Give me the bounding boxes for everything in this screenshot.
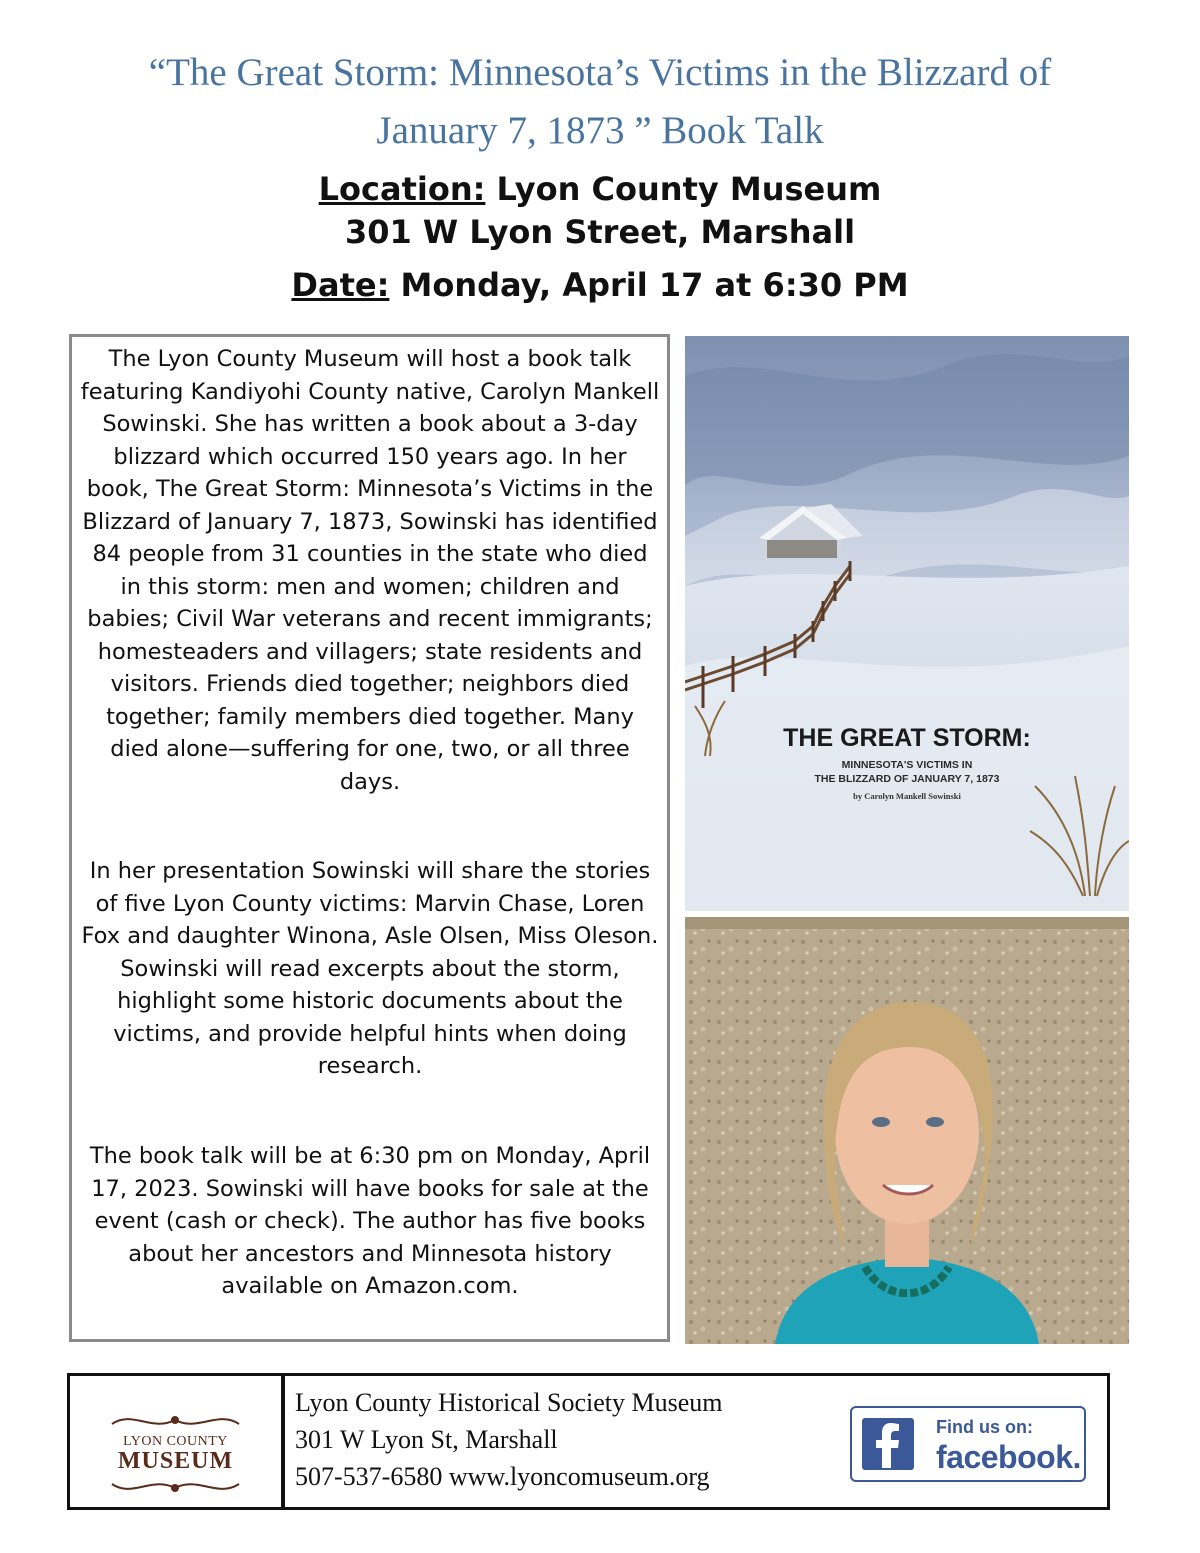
book-cover-subtitle-1: MINNESOTA'S VICTIMS IN xyxy=(841,759,973,771)
facebook-wordmark: facebook. xyxy=(936,1439,1081,1475)
winter-painting xyxy=(685,336,1129,911)
museum-logo xyxy=(70,1376,285,1507)
logo-top-text: LYON COUNTY xyxy=(123,1434,228,1449)
location-label: Location: xyxy=(318,170,486,208)
footer-box xyxy=(67,1373,1110,1510)
date-label: Date: xyxy=(291,266,390,304)
date-line xyxy=(0,266,1200,304)
book-cover-image xyxy=(685,336,1129,911)
footer-org-name: Lyon County Historical Society Museum xyxy=(295,1388,723,1417)
description-paragraph-3: The book talk will be at 6:30 pm on Monday, April 17, 2023. Sowinski will have books for sale at the event (cash or check). The author has five books about her ancestors and Minnesota history available on Amazon.com. xyxy=(89,1143,651,1299)
logo-main-text: MUSEUM xyxy=(117,1448,234,1474)
date-value: Monday, April 17 at 6:30 PM xyxy=(389,266,909,304)
description-box xyxy=(69,334,670,1342)
book-cover-title: THE GREAT STORM: xyxy=(783,724,1031,752)
event-title-line2: January 7, 1873 ” Book Talk xyxy=(376,109,824,152)
location-line xyxy=(0,170,1200,208)
location-value: Lyon County Museum xyxy=(485,170,882,208)
author-portrait xyxy=(685,917,1129,1344)
book-cover-byline: by Carolyn Mankell Sowinski xyxy=(853,791,961,801)
location-address: 301 W Lyon Street, Marshall xyxy=(344,213,856,251)
facebook-badge[interactable] xyxy=(850,1406,1086,1482)
description-paragraph-2: In her presentation Sowinski will share the stories of five Lyon County victims: Marvin Chase, Loren Fox and daughter Winona, Asle Olsen, Miss Oleson. Sowinski will read excerpts about the storm, highlight some historic documents about the victims, and provide helpful hints when doing research. xyxy=(81,858,659,1079)
facebook-find-text: Find us on: xyxy=(936,1417,1033,1437)
author-photo xyxy=(685,917,1129,1344)
event-title-line1: “The Great Storm: Minnesota’s Victims in the Blizzard of xyxy=(148,51,1052,94)
footer-address: 301 W Lyon St, Marshall xyxy=(295,1425,558,1454)
description-paragraph-1: The Lyon County Museum will host a book talk featuring Kandiyohi County native, Carolyn Mankell Sowinski. She has written a book about a 3-day blizzard which occurred 150 years ago. In her book, The Great Storm: Minnesota’s Victims in the Blizzard of January 7, 1873, Sowinski has identified 84 people from 31 counties in the state who died in this storm: men and women; children and babies; Civil War veterans and recent immigrants; homesteaders and villagers; state residents and visitors. Friends died together; neighbors died together; family members died together. Many died alone—suffering for one, two, or all three days. xyxy=(80,346,660,795)
book-cover-subtitle-2: THE BLIZZARD OF JANUARY 7, 1873 xyxy=(814,773,1000,785)
facebook-icon xyxy=(862,1418,914,1470)
footer-contact[interactable]: 507-537-6580 www.lyoncomuseum.org xyxy=(295,1462,710,1491)
